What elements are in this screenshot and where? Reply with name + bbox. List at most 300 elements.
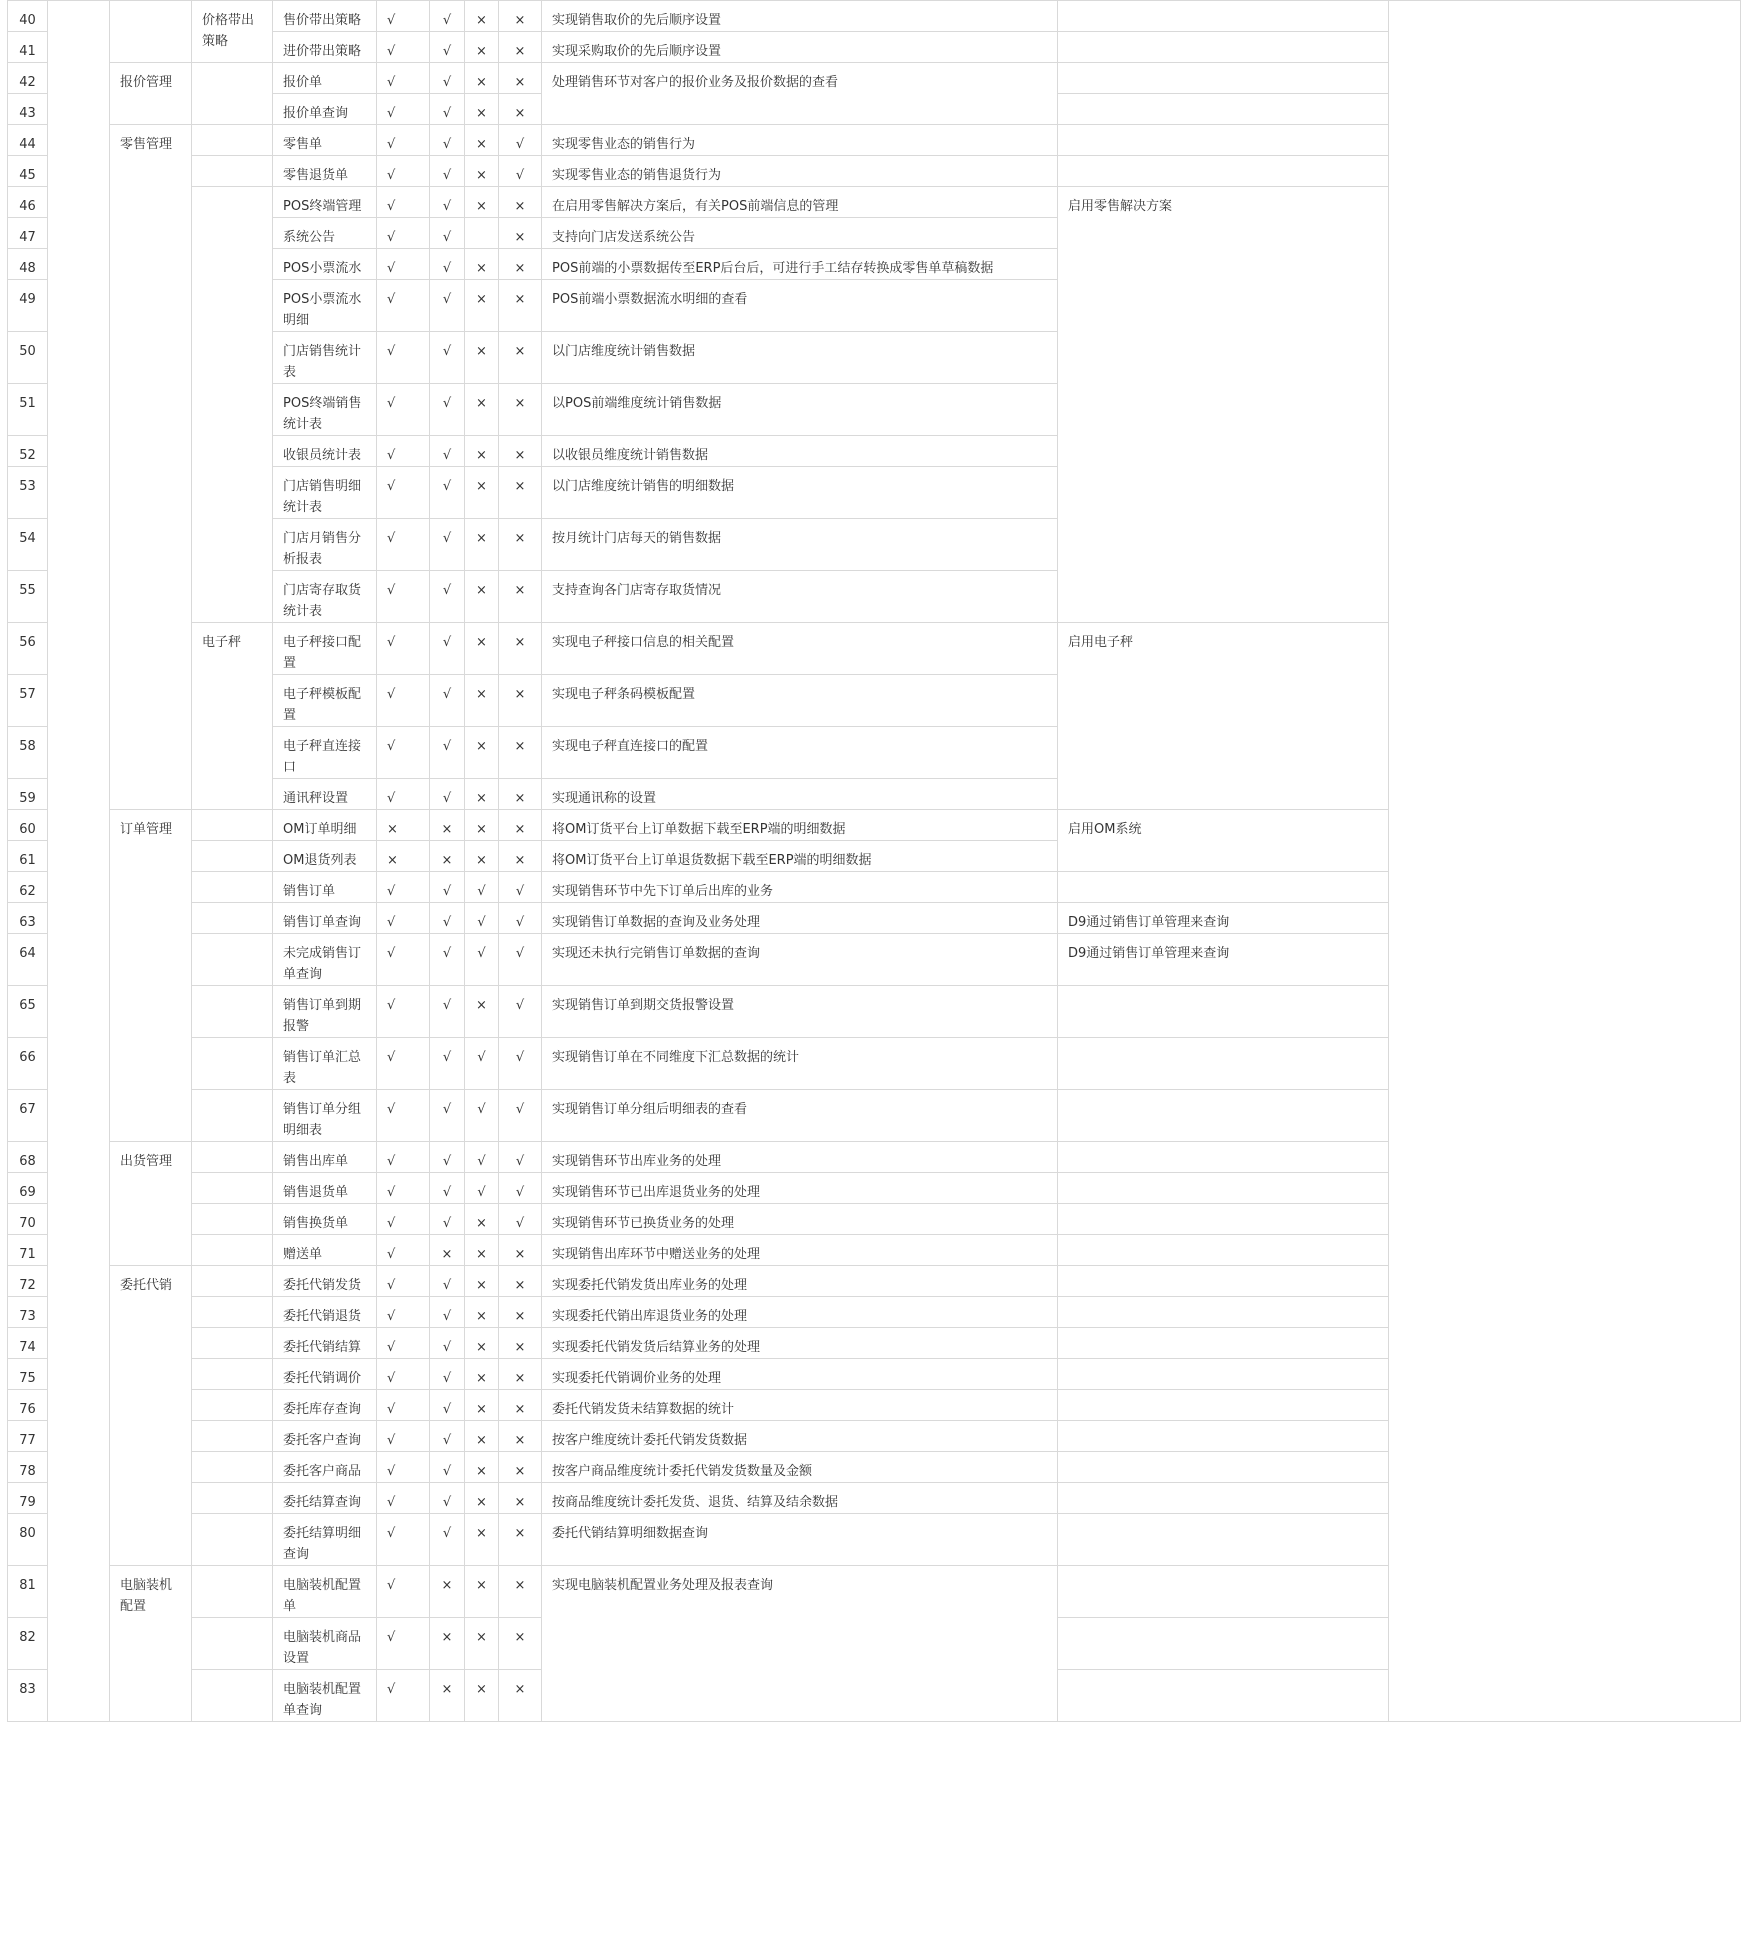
submodule-cell	[192, 872, 273, 903]
support-mark: ×	[465, 1421, 499, 1452]
module-cell: 报价管理	[110, 63, 192, 125]
row-number: 43	[8, 94, 48, 125]
row-number: 50	[8, 332, 48, 384]
support-mark: ×	[499, 779, 542, 810]
remark-cell	[1058, 1090, 1389, 1142]
support-mark: √	[499, 872, 542, 903]
function-description: 实现还未执行完销售订单数据的查询	[542, 934, 1058, 986]
submodule-cell: 电子秤	[192, 623, 273, 810]
support-mark: √	[430, 280, 465, 332]
row-number: 67	[8, 1090, 48, 1142]
row-number: 56	[8, 623, 48, 675]
function-name: 委托客户商品	[273, 1452, 377, 1483]
row-number: 69	[8, 1173, 48, 1204]
function-description: 处理销售环节对客户的报价业务及报价数据的查看	[542, 63, 1058, 125]
support-mark: √	[430, 1297, 465, 1328]
function-name: 未完成销售订单查询	[273, 934, 377, 986]
support-mark: √	[430, 384, 465, 436]
support-mark: √	[377, 1566, 430, 1618]
function-name: OM订单明细	[273, 810, 377, 841]
support-mark: √	[430, 623, 465, 675]
support-mark: ×	[465, 1297, 499, 1328]
support-mark: ×	[499, 436, 542, 467]
support-mark: √	[430, 727, 465, 779]
row-number: 65	[8, 986, 48, 1038]
support-mark: ×	[499, 187, 542, 218]
module-cell: 委托代销	[110, 1266, 192, 1566]
support-mark: ×	[430, 1566, 465, 1618]
support-mark: √	[430, 187, 465, 218]
row-number: 42	[8, 63, 48, 94]
support-mark: ×	[499, 623, 542, 675]
submodule-cell	[192, 986, 273, 1038]
row-number: 72	[8, 1266, 48, 1297]
function-description: 实现销售环节中先下订单后出库的业务	[542, 872, 1058, 903]
function-name: 销售订单查询	[273, 903, 377, 934]
module-cell: 出货管理	[110, 1142, 192, 1266]
remark-cell	[1058, 1421, 1389, 1452]
support-mark: ×	[465, 332, 499, 384]
support-mark: √	[430, 156, 465, 187]
support-mark: √	[377, 1204, 430, 1235]
support-mark: √	[499, 156, 542, 187]
support-mark: √	[430, 1038, 465, 1090]
support-mark: √	[430, 872, 465, 903]
remark-cell	[1058, 872, 1389, 903]
support-mark: √	[499, 1204, 542, 1235]
submodule-cell	[192, 187, 273, 623]
remark-cell	[1058, 1618, 1389, 1670]
submodule-cell	[192, 841, 273, 872]
support-mark: ×	[465, 1670, 499, 1722]
row-number: 46	[8, 187, 48, 218]
support-mark: ×	[499, 1483, 542, 1514]
submodule-cell	[192, 1483, 273, 1514]
support-mark: ×	[465, 1452, 499, 1483]
support-mark: ×	[499, 571, 542, 623]
support-mark: √	[377, 1670, 430, 1722]
support-mark: √	[377, 1618, 430, 1670]
submodule-cell	[192, 1670, 273, 1722]
function-name: POS小票流水	[273, 249, 377, 280]
support-mark: √	[430, 903, 465, 934]
function-description: 实现销售环节已换货业务的处理	[542, 1204, 1058, 1235]
function-description: 实现委托代销出库退货业务的处理	[542, 1297, 1058, 1328]
support-mark: √	[377, 156, 430, 187]
support-mark: √	[430, 934, 465, 986]
function-name: 委托结算查询	[273, 1483, 377, 1514]
support-mark: √	[377, 384, 430, 436]
function-name: 进价带出策略	[273, 32, 377, 63]
function-description: 按客户商品维度统计委托代销发货数量及金额	[542, 1452, 1058, 1483]
remark-cell	[1058, 1297, 1389, 1328]
remark-cell	[1058, 1390, 1389, 1421]
support-mark: ×	[499, 1452, 542, 1483]
support-mark: ×	[465, 1514, 499, 1566]
row-number: 82	[8, 1618, 48, 1670]
submodule-cell	[192, 1297, 273, 1328]
function-name: 电子秤接口配置	[273, 623, 377, 675]
support-mark: √	[430, 1204, 465, 1235]
support-mark: √	[377, 1090, 430, 1142]
support-mark: ×	[499, 32, 542, 63]
function-name: 收银员统计表	[273, 436, 377, 467]
submodule-cell	[192, 1090, 273, 1142]
support-mark: √	[377, 32, 430, 63]
submodule-cell	[192, 903, 273, 934]
function-description: 实现电子秤直连接口的配置	[542, 727, 1058, 779]
row-number: 78	[8, 1452, 48, 1483]
function-description: 实现电子秤接口信息的相关配置	[542, 623, 1058, 675]
support-mark: √	[430, 1142, 465, 1173]
function-description: 实现销售出库环节中赠送业务的处理	[542, 1235, 1058, 1266]
support-mark: ×	[465, 1235, 499, 1266]
support-mark: √	[377, 467, 430, 519]
support-mark: ×	[465, 841, 499, 872]
support-mark: √	[377, 1421, 430, 1452]
row-number: 49	[8, 280, 48, 332]
function-name: 销售出库单	[273, 1142, 377, 1173]
row-number: 48	[8, 249, 48, 280]
function-description: 按月统计门店每天的销售数据	[542, 519, 1058, 571]
function-description: 在启用零售解决方案后，有关POS前端信息的管理	[542, 187, 1058, 218]
support-mark: √	[377, 63, 430, 94]
function-name: POS小票流水明细	[273, 280, 377, 332]
support-mark: ×	[499, 1328, 542, 1359]
function-name: 销售订单	[273, 872, 377, 903]
support-mark: √	[430, 332, 465, 384]
function-description: 实现采购取价的先后顺序设置	[542, 32, 1058, 63]
row-number: 54	[8, 519, 48, 571]
module-cell: 订单管理	[110, 810, 192, 1142]
support-mark: √	[465, 903, 499, 934]
function-name: POS终端销售统计表	[273, 384, 377, 436]
function-description: 按商品维度统计委托发货、退货、结算及结余数据	[542, 1483, 1058, 1514]
row-number: 58	[8, 727, 48, 779]
function-name: 售价带出策略	[273, 1, 377, 32]
row-number: 68	[8, 1142, 48, 1173]
support-mark: ×	[465, 675, 499, 727]
function-name: 委托代销结算	[273, 1328, 377, 1359]
function-description: 实现通讯称的设置	[542, 779, 1058, 810]
remark-cell	[1058, 1266, 1389, 1297]
support-mark: √	[377, 1038, 430, 1090]
function-description: 实现电子秤条码模板配置	[542, 675, 1058, 727]
function-description: 将OM订货平台上订单数据下载至ERP端的明细数据	[542, 810, 1058, 841]
support-mark: ×	[499, 280, 542, 332]
function-description: 支持查询各门店寄存取货情况	[542, 571, 1058, 623]
function-name: 报价单	[273, 63, 377, 94]
function-description: 实现零售业态的销售行为	[542, 125, 1058, 156]
support-mark: √	[377, 94, 430, 125]
function-description: 支持向门店发送系统公告	[542, 218, 1058, 249]
support-mark: √	[430, 779, 465, 810]
row-number: 57	[8, 675, 48, 727]
support-mark: ×	[430, 1670, 465, 1722]
row-number: 76	[8, 1390, 48, 1421]
support-mark: ×	[499, 1514, 542, 1566]
remark-cell: 启用电子秤	[1058, 623, 1389, 810]
row-number: 62	[8, 872, 48, 903]
support-mark: ×	[465, 280, 499, 332]
submodule-cell	[192, 1204, 273, 1235]
support-mark: √	[430, 1421, 465, 1452]
submodule-cell	[192, 1514, 273, 1566]
row-number: 74	[8, 1328, 48, 1359]
function-description: 实现电脑装机配置业务处理及报表查询	[542, 1566, 1058, 1722]
row-number: 52	[8, 436, 48, 467]
function-name: 门店销售统计表	[273, 332, 377, 384]
support-mark: ×	[499, 384, 542, 436]
function-description: 实现销售订单数据的查询及业务处理	[542, 903, 1058, 934]
support-mark: ×	[499, 841, 542, 872]
row-number: 59	[8, 779, 48, 810]
support-mark: ×	[499, 1235, 542, 1266]
support-mark: ×	[499, 1, 542, 32]
support-mark: ×	[465, 1390, 499, 1421]
function-description: 将OM订货平台上订单退货数据下载至ERP端的明细数据	[542, 841, 1058, 872]
support-mark: ×	[499, 1618, 542, 1670]
support-mark: √	[377, 675, 430, 727]
function-description: 以收银员维度统计销售数据	[542, 436, 1058, 467]
submodule-cell	[192, 1421, 273, 1452]
support-mark: √	[377, 623, 430, 675]
support-mark: √	[430, 1483, 465, 1514]
support-mark: √	[465, 1173, 499, 1204]
function-description: 实现零售业态的销售退货行为	[542, 156, 1058, 187]
support-mark: ×	[499, 1359, 542, 1390]
function-description: 实现销售环节出库业务的处理	[542, 1142, 1058, 1173]
support-mark: ×	[465, 384, 499, 436]
support-mark: √	[377, 1266, 430, 1297]
submodule-cell	[192, 1235, 273, 1266]
remark-cell: 启用OM系统	[1058, 810, 1389, 872]
row-number: 60	[8, 810, 48, 841]
support-mark: ×	[465, 1359, 499, 1390]
remark-cell	[1058, 1038, 1389, 1090]
table-body	[8, 1, 1741, 1722]
remark-cell	[1058, 1, 1389, 32]
function-name: 销售订单到期报警	[273, 986, 377, 1038]
function-description: POS前端小票数据流水明细的查看	[542, 280, 1058, 332]
support-mark: ×	[499, 1390, 542, 1421]
support-mark: ×	[465, 125, 499, 156]
submodule-cell	[192, 934, 273, 986]
support-mark: ×	[465, 1328, 499, 1359]
function-description: 实现委托代销调价业务的处理	[542, 1359, 1058, 1390]
support-mark: ×	[465, 467, 499, 519]
support-mark: ×	[465, 1618, 499, 1670]
support-mark: ×	[430, 1235, 465, 1266]
remark-cell	[1058, 1670, 1389, 1722]
remark-cell	[1058, 1566, 1389, 1618]
function-name: 电脑装机商品设置	[273, 1618, 377, 1670]
remark-cell	[1058, 156, 1389, 187]
submodule-cell	[192, 1618, 273, 1670]
support-mark: √	[465, 934, 499, 986]
support-mark: √	[377, 1328, 430, 1359]
remark-cell	[1058, 1452, 1389, 1483]
support-mark: √	[377, 280, 430, 332]
remark-cell	[1058, 1359, 1389, 1390]
module-cell: 电脑装机配置	[110, 1566, 192, 1722]
remark-cell: D9通过销售订单管理来查询	[1058, 903, 1389, 934]
row-number: 45	[8, 156, 48, 187]
remark-cell	[1058, 1204, 1389, 1235]
support-mark: √	[430, 436, 465, 467]
support-mark: √	[430, 1, 465, 32]
submodule-cell	[192, 1266, 273, 1297]
support-mark: ×	[499, 810, 542, 841]
row-number: 55	[8, 571, 48, 623]
support-mark	[465, 218, 499, 249]
submodule-cell	[192, 63, 273, 125]
support-mark: ×	[465, 32, 499, 63]
function-name: 电脑装机配置单	[273, 1566, 377, 1618]
row-number: 53	[8, 467, 48, 519]
function-name: 销售订单分组明细表	[273, 1090, 377, 1142]
remark-cell	[1058, 1173, 1389, 1204]
remark-cell	[1058, 1328, 1389, 1359]
row-number: 70	[8, 1204, 48, 1235]
module-cell	[110, 1, 192, 63]
support-mark: √	[499, 125, 542, 156]
row-number: 79	[8, 1483, 48, 1514]
support-mark: √	[377, 727, 430, 779]
support-mark: √	[430, 1452, 465, 1483]
support-mark: √	[377, 332, 430, 384]
support-mark: ×	[465, 1566, 499, 1618]
support-mark: ×	[377, 841, 430, 872]
function-name: 通讯秤设置	[273, 779, 377, 810]
support-mark: ×	[465, 623, 499, 675]
support-mark: ×	[465, 156, 499, 187]
support-mark: ×	[465, 727, 499, 779]
support-mark: ×	[499, 1421, 542, 1452]
function-name: 门店销售明细统计表	[273, 467, 377, 519]
support-mark: √	[499, 1173, 542, 1204]
support-mark: √	[430, 519, 465, 571]
function-description: 实现委托代销发货后结算业务的处理	[542, 1328, 1058, 1359]
support-mark: √	[377, 187, 430, 218]
function-description: 实现销售订单到期交货报警设置	[542, 986, 1058, 1038]
support-mark: ×	[430, 841, 465, 872]
row-number: 81	[8, 1566, 48, 1618]
row-number: 47	[8, 218, 48, 249]
function-description: 以门店维度统计销售数据	[542, 332, 1058, 384]
support-mark: √	[377, 872, 430, 903]
feature-table	[7, 0, 1741, 1722]
support-mark: √	[499, 986, 542, 1038]
function-description: 实现委托代销发货出库业务的处理	[542, 1266, 1058, 1297]
support-mark: √	[430, 1266, 465, 1297]
function-description: 实现销售订单在不同维度下汇总数据的统计	[542, 1038, 1058, 1090]
support-mark: ×	[499, 1566, 542, 1618]
function-description: 实现销售取价的先后顺序设置	[542, 1, 1058, 32]
submodule-cell	[192, 1566, 273, 1618]
support-mark: ×	[465, 1, 499, 32]
support-mark: √	[430, 1390, 465, 1421]
support-mark: √	[499, 903, 542, 934]
support-mark: √	[465, 1090, 499, 1142]
function-description: POS前端的小票数据传至ERP后台后，可进行手工结存转换成零售单草稿数据	[542, 249, 1058, 280]
support-mark: ×	[499, 1670, 542, 1722]
function-name: 系统公告	[273, 218, 377, 249]
support-mark: √	[377, 519, 430, 571]
row-number: 75	[8, 1359, 48, 1390]
row-number: 73	[8, 1297, 48, 1328]
support-mark: √	[377, 218, 430, 249]
support-mark: ×	[465, 1204, 499, 1235]
support-mark: √	[430, 1173, 465, 1204]
submodule-cell	[192, 1359, 273, 1390]
support-mark: √	[377, 1390, 430, 1421]
row-number: 41	[8, 32, 48, 63]
support-mark: √	[499, 934, 542, 986]
support-mark: ×	[499, 332, 542, 384]
support-mark: √	[499, 1038, 542, 1090]
support-mark: ×	[465, 1483, 499, 1514]
support-mark: √	[377, 1142, 430, 1173]
function-name: 委托库存查询	[273, 1390, 377, 1421]
support-mark: ×	[465, 94, 499, 125]
support-mark: √	[377, 1235, 430, 1266]
function-name: 门店寄存取货统计表	[273, 571, 377, 623]
submodule-cell	[192, 1173, 273, 1204]
support-mark: ×	[499, 249, 542, 280]
function-name: 电子秤模板配置	[273, 675, 377, 727]
remark-cell	[1058, 94, 1389, 125]
support-mark: √	[430, 1328, 465, 1359]
function-name: 销售退货单	[273, 1173, 377, 1204]
function-name: 委托代销发货	[273, 1266, 377, 1297]
support-mark: ×	[465, 986, 499, 1038]
row-number: 61	[8, 841, 48, 872]
function-description: 实现销售环节已出库退货业务的处理	[542, 1173, 1058, 1204]
function-name: 销售订单汇总表	[273, 1038, 377, 1090]
support-mark: √	[377, 571, 430, 623]
support-mark: ×	[465, 436, 499, 467]
function-name: 委托客户查询	[273, 1421, 377, 1452]
support-mark: √	[430, 125, 465, 156]
support-mark: ×	[465, 1266, 499, 1297]
support-mark: ×	[499, 519, 542, 571]
remark-cell: D9通过销售订单管理来查询	[1058, 934, 1389, 986]
remark-cell	[1058, 986, 1389, 1038]
support-mark: ×	[430, 810, 465, 841]
remark-cell	[1058, 1514, 1389, 1566]
blank-cell	[1389, 1, 1741, 1722]
row-number: 63	[8, 903, 48, 934]
row-number: 80	[8, 1514, 48, 1566]
support-mark: √	[430, 1359, 465, 1390]
support-mark: ×	[499, 467, 542, 519]
support-mark: √	[377, 436, 430, 467]
function-name: 委托代销调价	[273, 1359, 377, 1390]
function-name: 销售换货单	[273, 1204, 377, 1235]
function-name: 赠送单	[273, 1235, 377, 1266]
support-mark: √	[377, 779, 430, 810]
support-mark: √	[430, 32, 465, 63]
module-cell: 零售管理	[110, 125, 192, 810]
support-mark: √	[430, 249, 465, 280]
function-name: OM退货列表	[273, 841, 377, 872]
function-name: 电子秤直连接口	[273, 727, 377, 779]
submodule-cell	[192, 810, 273, 841]
submodule-cell	[192, 156, 273, 187]
row-number: 51	[8, 384, 48, 436]
support-mark: √	[377, 125, 430, 156]
